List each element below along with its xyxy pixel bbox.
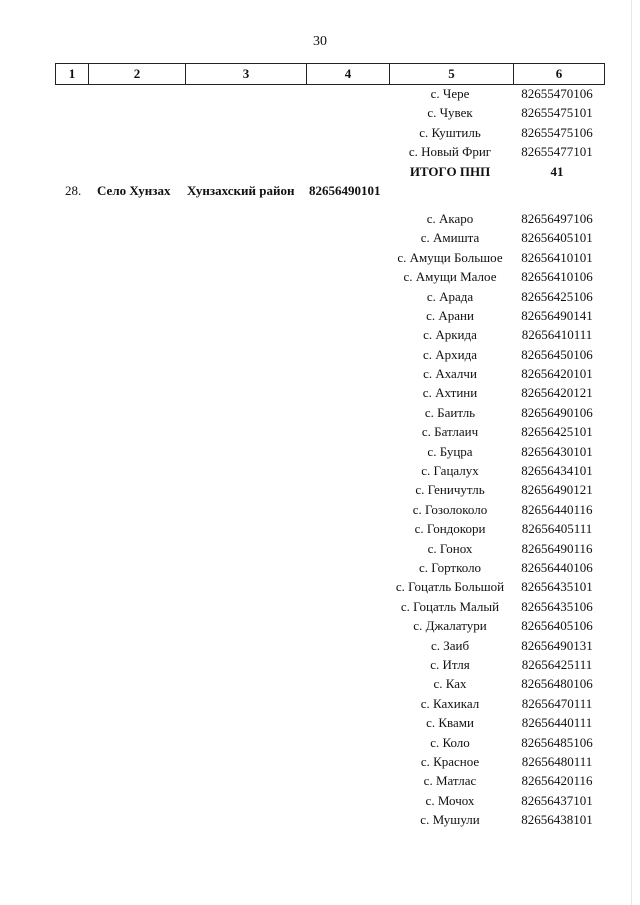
settlement-name: с. Арада [426,288,474,304]
settlement-name: с. Гонох [427,540,473,556]
table-row [0,502,640,521]
okato-code: 82656434101 [521,463,593,479]
settlement-name: с. Батлаич [421,424,479,440]
settlement-name: с. Гоцатль Малый [400,598,500,614]
settlement-name: с. Амущи Большое [397,249,503,265]
table-row [0,289,640,308]
settlement-name: с. Гондокори [414,521,486,537]
okato-code: 82655475101 [521,105,593,121]
settlement-name: с. Геничутль [415,482,485,498]
column-header-table [55,63,605,85]
table-row [0,424,640,443]
okato-code: 82656425106 [521,288,593,304]
entry-name: Село Хунзах [97,182,171,198]
settlement-list [0,86,640,831]
table-row [0,657,640,676]
table-row [0,105,640,124]
scan-edge-line [631,0,632,905]
settlement-name: с. Коло [430,734,470,750]
entry-okato: 82656490101 [309,182,381,198]
total-row [0,164,640,183]
settlement-name: с. Чере [430,86,470,101]
okato-code: 82656490131 [521,637,593,653]
settlement-name: с. Кахикал [420,695,480,711]
okato-code: 82656437101 [521,792,593,808]
table-row [0,269,640,288]
table-row [0,405,640,424]
table-row [0,125,640,144]
column-header: 5 [390,64,514,85]
settlement-name: с. Амущи Малое [403,269,497,285]
total-label: ИТОГО ПНП [409,163,491,179]
table-row [0,579,640,598]
settlement-name: с. Акаро [426,210,474,226]
page-number: 30 [313,34,327,49]
okato-code: 82656430101 [521,443,593,459]
settlement-name: с. Матлас [423,773,477,789]
table-row [0,560,640,579]
table-row [0,308,640,327]
table-row [0,211,640,230]
column-header: 3 [186,64,307,85]
settlement-name: с. Ахтини [422,385,478,401]
table-row [0,144,640,163]
okato-code: 82656438101 [521,812,593,828]
okato-code: 82656490116 [521,540,593,556]
table-row [0,327,640,346]
settlement-name: с. Куштиль [419,124,481,140]
okato-code: 82655477101 [521,144,593,160]
table-row [0,521,640,540]
table-row [0,444,640,463]
table-row [0,793,640,812]
settlement-name: с. Мушули [420,812,480,828]
okato-code: 82656435101 [521,579,593,595]
okato-code: 82656440111 [521,715,593,731]
okato-code: 82656490106 [521,404,593,420]
table-row [0,541,640,560]
settlement-name: с. Итля [430,656,470,672]
column-header: 6 [514,64,605,85]
settlement-name: с. Джалатури [413,618,487,634]
okato-code: 82656405106 [521,618,593,634]
settlement-name: с. Арани [426,307,474,323]
table-row [0,735,640,754]
okato-code: 82656485106 [521,734,593,750]
total-value: 41 [550,163,564,179]
settlement-name: с. Архида [423,346,477,362]
column-header: 2 [89,64,186,85]
table-row [0,599,640,618]
okato-code: 82656480106 [521,676,593,692]
okato-code: 82656480111 [521,753,593,769]
okato-code: 82656425101 [521,424,593,440]
okato-code: 82656497106 [521,210,593,226]
settlement-name: с. Заиб [430,637,470,653]
okato-code: 82656440116 [521,501,593,517]
settlement-name: с. Баитль [424,404,476,420]
okato-code: 82656450106 [521,346,593,362]
table-row [0,676,640,695]
entry-row [0,183,640,211]
table-row [0,812,640,831]
okato-code: 82656405101 [521,230,593,246]
okato-code: 82656490121 [521,482,593,498]
table-row [0,482,640,501]
column-header-row [56,64,605,85]
settlement-name: с. Амишта [420,230,480,246]
settlement-name: с. Ахалчи [423,366,477,382]
table-row [0,715,640,734]
table-row [0,250,640,269]
settlement-rows [0,211,640,832]
okato-code: 82656420116 [521,773,593,789]
okato-code: 82656470111 [521,695,593,711]
settlement-name: с. Мочох [425,792,475,808]
entry-district: Хунзахский район [187,182,295,198]
settlement-name: с. Аркида [423,327,477,343]
okato-code: 82656435106 [521,598,593,614]
settlement-name: с. Красное [420,753,480,769]
settlement-name: с. Ках [433,676,467,692]
settlement-name: с. Новый Фриг [408,144,492,160]
entry-number: 28. [65,182,82,198]
settlement-name: с. Чувек [427,105,473,121]
column-header: 4 [307,64,390,85]
table-row [0,618,640,637]
table-row [0,366,640,385]
table-row [0,385,640,404]
table-row [0,638,640,657]
okato-code: 82656490141 [521,307,593,323]
table-row [0,86,640,105]
table-row [0,347,640,366]
okato-code: 82655470106 [521,86,593,101]
column-header: 1 [56,64,89,85]
settlement-name: с. Гортколо [418,559,482,575]
okato-code: 82656405111 [521,521,593,537]
okato-code: 82656440106 [521,559,593,575]
okato-code: 82655475106 [521,124,593,140]
okato-code: 82656410101 [521,249,593,265]
okato-code: 82656410111 [521,327,593,343]
table-row [0,230,640,249]
settlement-name: с. Буцра [427,443,473,459]
okato-code: 82656425111 [521,656,593,672]
okato-code: 82656420101 [521,366,593,382]
okato-code: 82656410106 [521,269,593,285]
okato-code: 82656420121 [521,385,593,401]
settlement-name: с. Гацалух [421,463,479,479]
settlement-name: с. Гозолоколо [412,501,488,517]
table-row [0,773,640,792]
table-row [0,696,640,715]
settlement-name: с. Квами [426,715,474,731]
table-row [0,463,640,482]
settlement-name: с. Гоцатль Большой [395,579,505,595]
table-row [0,754,640,773]
